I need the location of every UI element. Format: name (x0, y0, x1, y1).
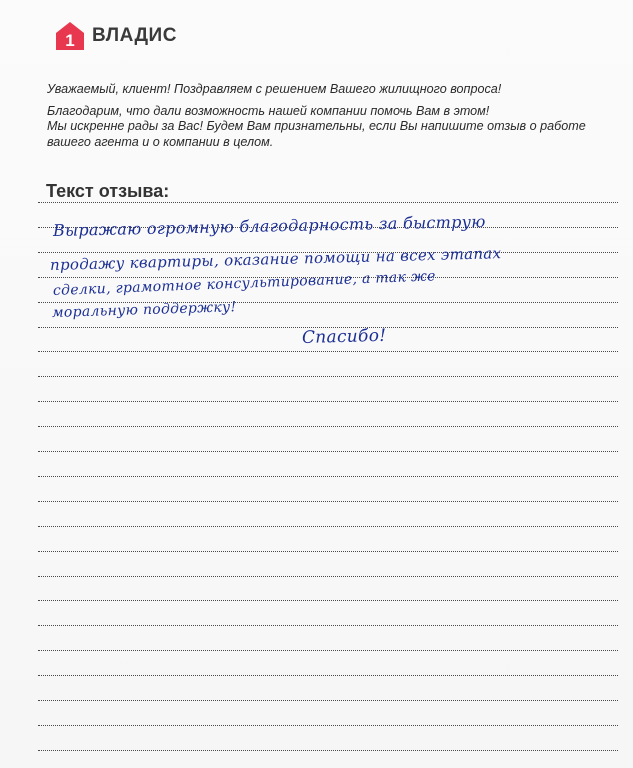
greeting-line-2: Благодарим, что дали возможность нашей компании помочь Вам в этом! (47, 103, 490, 118)
house-one-icon (54, 20, 86, 52)
dotted-line (38, 526, 618, 527)
greeting-line-3: Мы искренне рады за Вас! Будем Вам признательны, если Вы напишите отзыв о работе (47, 119, 586, 133)
handwritten-line-2: продажу квартиры, оказание помощи на всех этапах (49, 244, 502, 274)
dotted-line (38, 675, 618, 676)
dotted-line (38, 625, 618, 626)
dotted-line (38, 551, 618, 552)
handwritten-line-3: сделки, грамотное консультирование, а так же (52, 268, 437, 299)
brand-logo (54, 20, 177, 52)
brand-name: ВЛАДИС (92, 25, 177, 46)
dotted-line (38, 700, 618, 701)
dotted-line (38, 576, 618, 577)
dotted-line (38, 725, 618, 726)
dotted-line (38, 451, 618, 452)
review-title: Текст отзыва: (46, 181, 170, 201)
dotted-line (38, 376, 618, 377)
handwritten-line-4: моральную поддержку! (51, 299, 237, 321)
dotted-line (38, 401, 618, 402)
handwritten-line-1: Выражаю огромную благодарность за быструю (52, 211, 486, 240)
dotted-line (38, 750, 618, 751)
greeting-line-1: Уважаемый, клиент! Поздравляем с решением Вашего жилищного вопроса! (47, 82, 502, 96)
brand-mark-digit: 1 (65, 31, 75, 50)
dotted-line (38, 501, 618, 502)
handwritten-thanks: Спасибо! (301, 325, 387, 348)
dotted-line (38, 476, 618, 477)
dotted-line (38, 650, 618, 651)
dotted-line (38, 600, 618, 601)
dotted-line (38, 426, 618, 427)
dotted-line (38, 202, 618, 203)
greeting-text (47, 82, 607, 156)
dotted-line (38, 351, 618, 352)
greeting-line-4: вашего агента и о компании в целом. (47, 134, 274, 149)
